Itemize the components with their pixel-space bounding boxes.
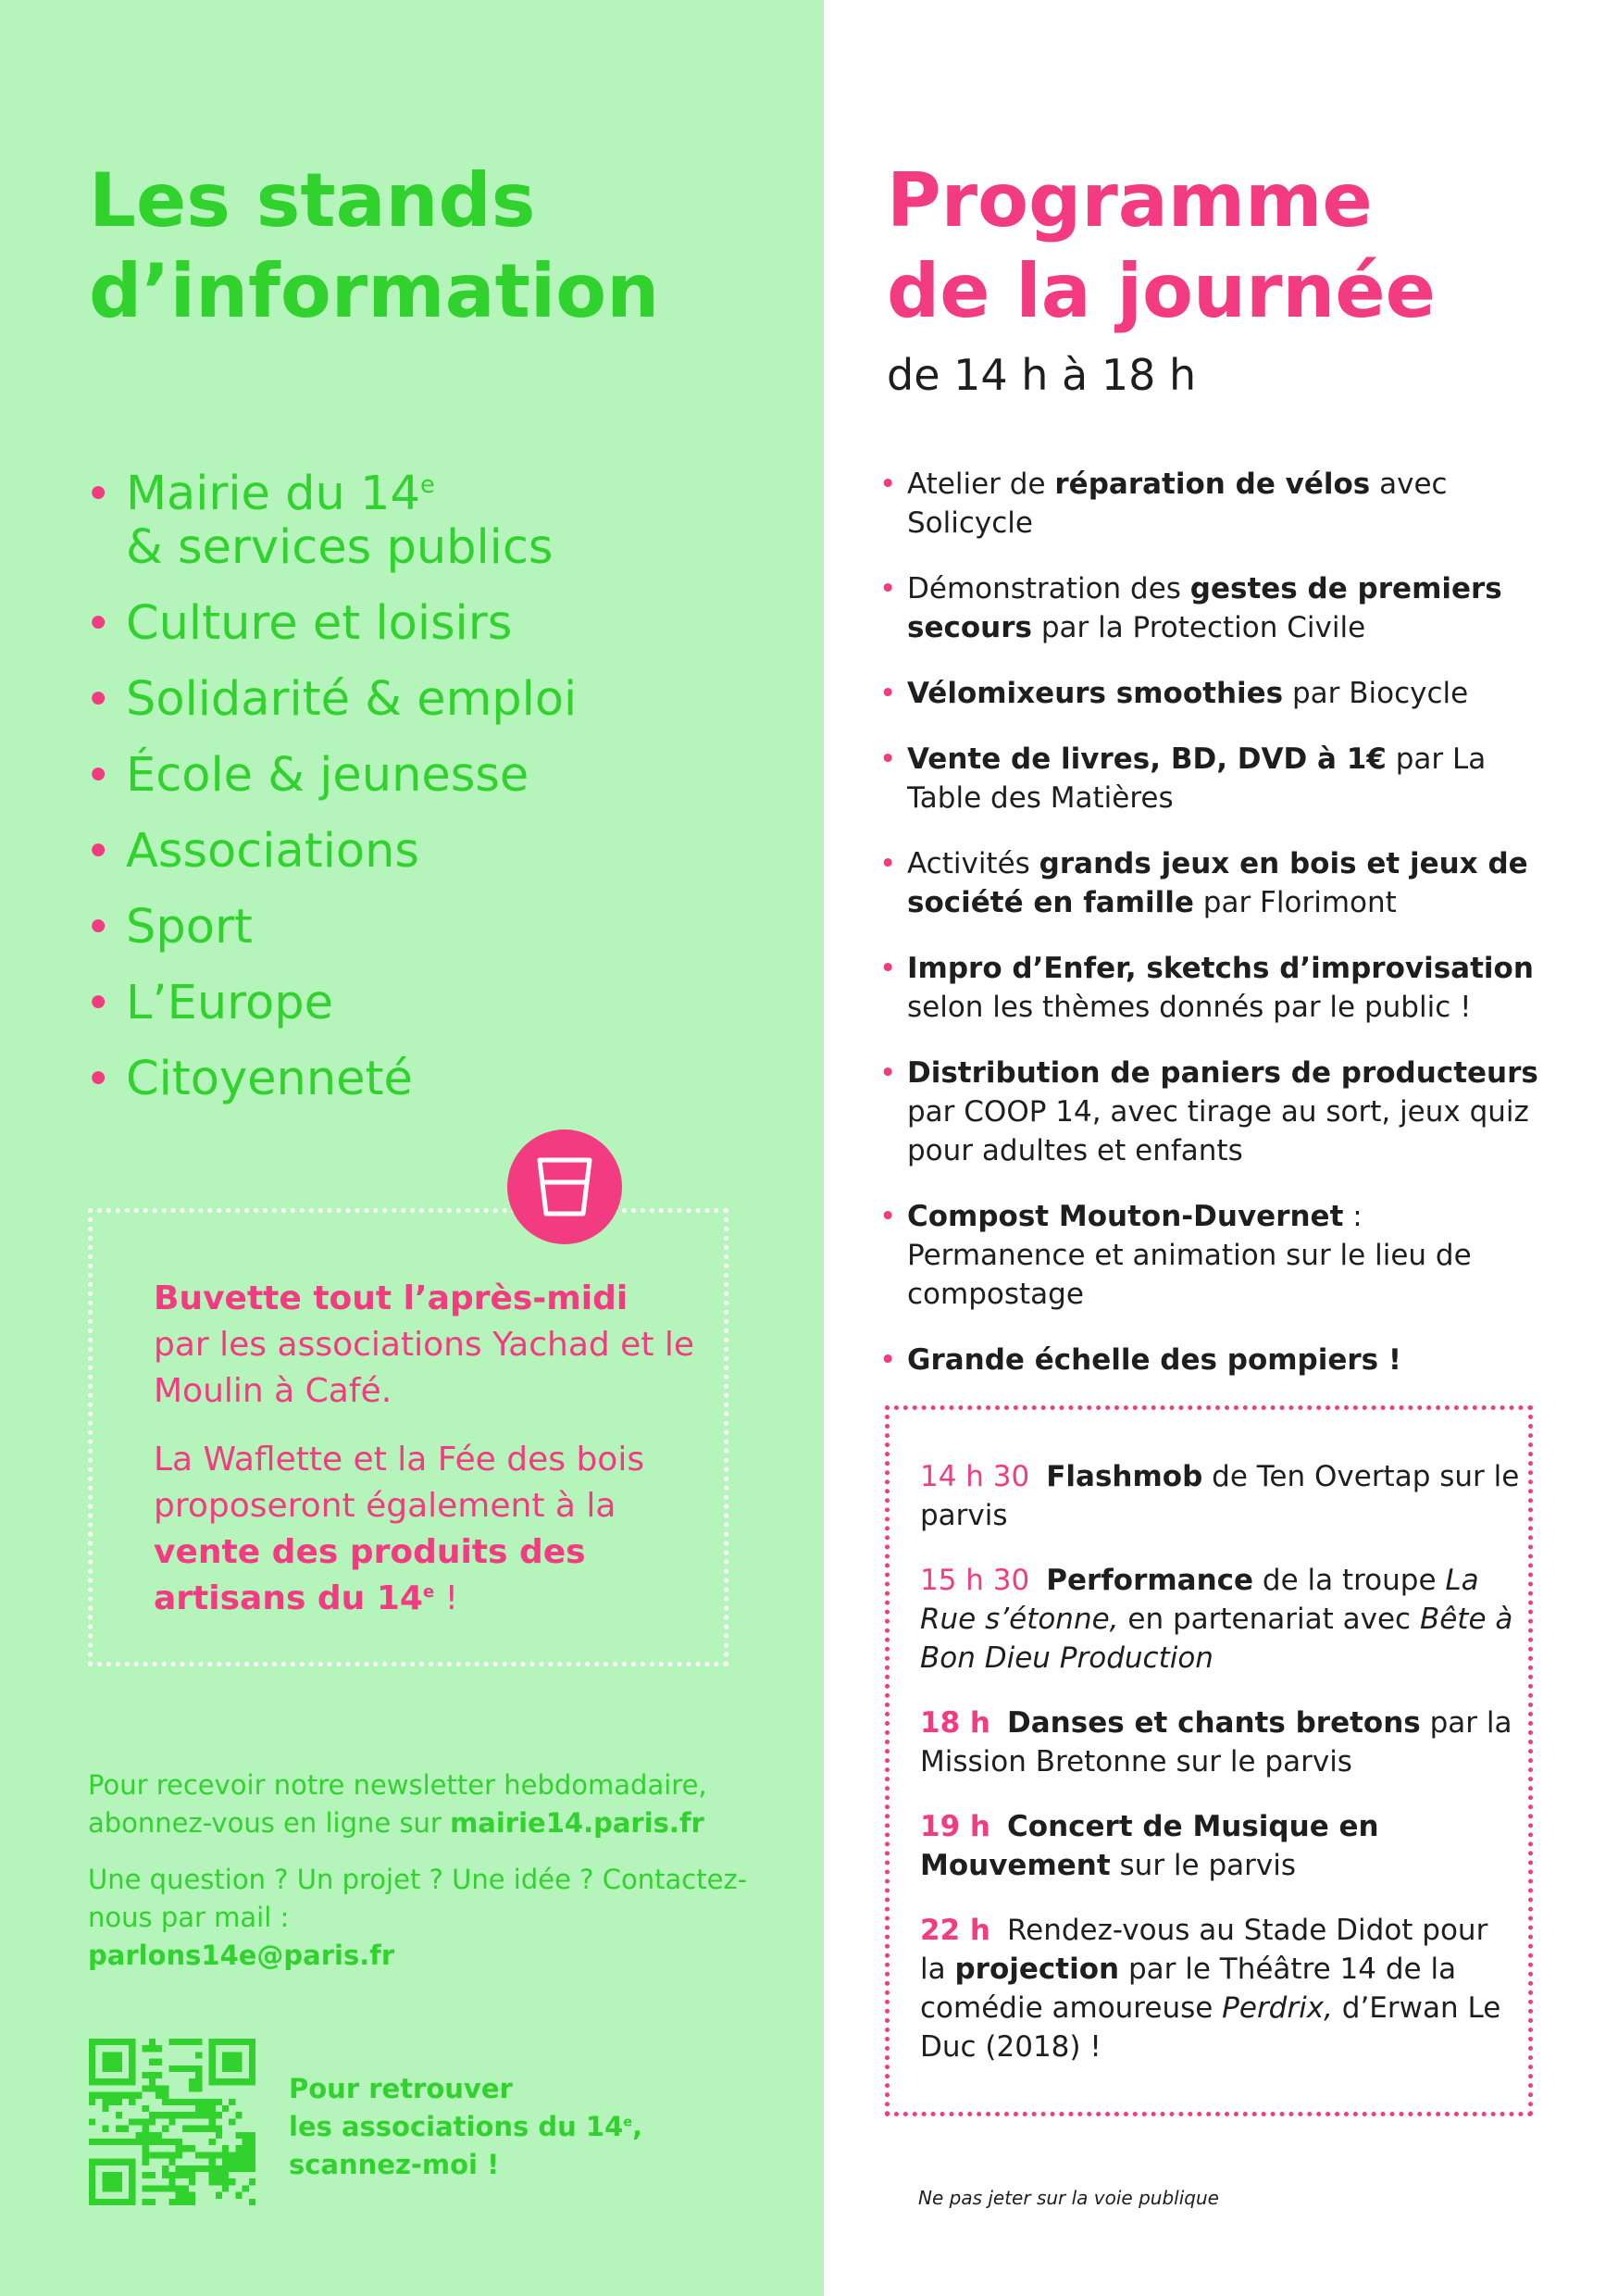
program-item: • Impro d’Enfer, sketchs d’improvisation selon les thèmes donnés par le public !	[879, 949, 1546, 1027]
stands-title-line2: d’information	[89, 248, 660, 334]
bullet: •	[85, 750, 112, 802]
buvette-paragraph: Buvette tout l’après-midi par les associations Yachad et le Moulin à Café.	[154, 1279, 695, 1410]
contact-text: Une question ? Un projet ? Une idée ? Contactez-nous par mail : parlons14e@paris.fr	[88, 1864, 748, 1971]
event-item: 15 h 30 Performance de la troupe La Rue s’étonne, en partenariat avec Bête à Bon Dieu Production	[920, 1564, 1513, 1675]
bullet: •	[85, 598, 112, 650]
event-item: 19 h Concert de Musique en Mouvement sur le parvis	[920, 1810, 1379, 1882]
stand-item: • Solidarité & emploi	[85, 672, 578, 727]
program-item: • Atelier de réparation de vélos avec Solicycle	[879, 465, 1546, 543]
program-item: • Activités grands jeux en bois et jeux de société en famille par Florimont	[879, 844, 1546, 922]
program-item: • Vélomixeurs smoothies par Biocycle	[879, 674, 1546, 713]
bullet: •	[85, 902, 112, 954]
qr-caption: Pour retrouver les associations du 14e, scannez-moi !	[289, 2073, 643, 2180]
stand-item: • École & jeunesse	[85, 748, 529, 803]
bullet: •	[85, 1054, 112, 1105]
bullet: •	[879, 1200, 897, 1233]
stands-title-line1: Les stands	[89, 157, 536, 243]
stand-item: • L’Europe	[85, 976, 333, 1030]
bullet: •	[879, 468, 897, 501]
stands-title	[89, 156, 659, 337]
bullet: •	[879, 572, 897, 605]
stand-item: • Citoyenneté	[85, 1052, 413, 1106]
newsletter-text: Pour recevoir notre newsletter hebdomadaire, abonnez-vous en ligne sur mairie14.paris.fr	[88, 1769, 707, 1839]
bullet: •	[879, 1343, 897, 1377]
program-item: • Distribution de paniers de producteurs par COOP 14, avec tirage au sort, jeux quiz pour adultes et enfants	[879, 1054, 1546, 1170]
program-item: • Grande échelle des pompiers !	[879, 1341, 1546, 1379]
bullet: •	[85, 978, 112, 1029]
program-list	[879, 465, 1546, 1406]
stand-item: • Sport	[85, 900, 253, 955]
event-item: 14 h 30 Flashmob de Ten Overtap sur le parvis	[920, 1460, 1520, 1532]
events-list	[920, 1457, 1522, 2092]
bullet: •	[879, 1056, 897, 1090]
program-title-line2: de la journée	[887, 248, 1436, 334]
bullet: •	[879, 742, 897, 776]
stand-item: • Mairie du 14e & services publics	[85, 467, 554, 575]
program-item: • Démonstration des gestes de premiers secours par la Protection Civile	[879, 569, 1546, 647]
artisans-paragraph: La Waflette et la Fée des bois proposeront également à la vente des produits des artisans du 14e !	[154, 1441, 645, 1617]
stand-item: • Culture et loisirs	[85, 596, 513, 651]
event-item: 22 h Rendez-vous au Stade Didot pour la projection par le Théâtre 14 de la comédie amoureuse Perdrix, d’Erwan Le Duc (2018) !	[920, 1914, 1501, 2064]
program-title-line1: Programme	[887, 157, 1373, 243]
email-link[interactable]: parlons14e@paris.fr	[88, 1940, 395, 1971]
event-time: 15 h 30	[920, 1564, 1030, 1597]
stands-list	[85, 468, 577, 1129]
time-range: de 14 h à 18 h	[887, 350, 1197, 400]
buvette-text	[154, 1276, 709, 1644]
bullet: •	[879, 677, 897, 710]
bullet: •	[879, 952, 897, 985]
program-title	[887, 156, 1436, 337]
bullet: •	[85, 468, 112, 520]
program-item: • Vente de livres, BD, DVD à 1€ par La Table des Matières	[879, 740, 1546, 817]
newsletter-contact	[88, 1766, 754, 1993]
bullet: •	[879, 847, 897, 880]
event-time: 19 h	[920, 1810, 991, 1843]
event-time: 14 h 30	[920, 1460, 1030, 1493]
program-item: • Compost Mouton-Duvernet : Permanence et animation sur le lieu de compostage	[879, 1197, 1546, 1314]
qr-code[interactable]	[89, 2039, 255, 2205]
event-time: 22 h	[920, 1914, 991, 1947]
stand-item: • Associations	[85, 824, 419, 879]
website-link[interactable]: mairie14.paris.fr	[450, 1807, 704, 1839]
bullet: •	[85, 826, 112, 878]
bullet: •	[85, 674, 112, 726]
disclaimer: Ne pas jeter sur la voie publique	[918, 2187, 1219, 2209]
cup-icon	[507, 1129, 622, 1244]
event-item: 18 h Danses et chants bretons par la Mission Bretonne sur le parvis	[920, 1706, 1512, 1778]
event-time: 18 h	[920, 1706, 991, 1740]
